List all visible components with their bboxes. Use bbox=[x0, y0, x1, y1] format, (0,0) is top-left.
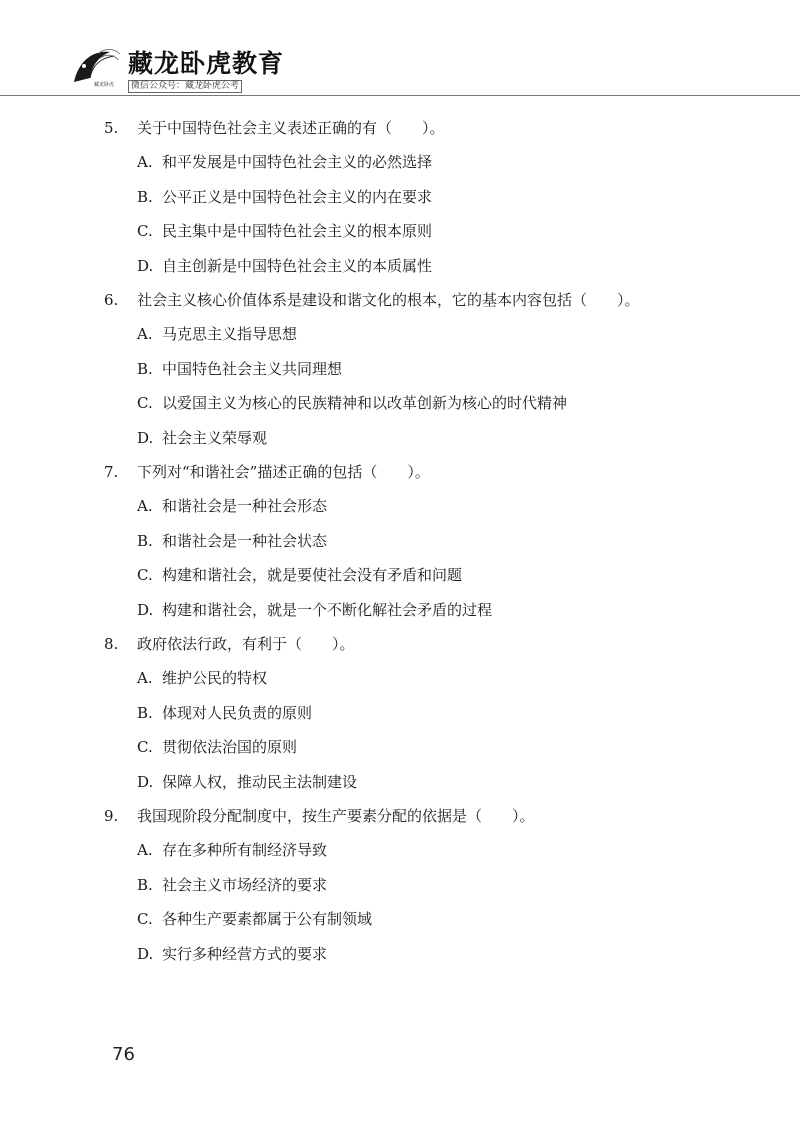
question-number: 5. bbox=[104, 119, 119, 137]
option-text: 和谐社会是一种社会形态 bbox=[162, 497, 328, 515]
option-text: 存在多种所有制经济导致 bbox=[162, 841, 328, 859]
question-number: 6. bbox=[104, 291, 119, 309]
option-text: 马克思主义指导思想 bbox=[162, 325, 298, 343]
option-letter: A. bbox=[137, 497, 153, 515]
page-header bbox=[0, 0, 800, 96]
option-letter: B. bbox=[137, 360, 153, 378]
option-letter: C. bbox=[137, 222, 153, 240]
option-text: 维护公民的特权 bbox=[162, 669, 268, 687]
page-number: 76 bbox=[112, 1044, 135, 1065]
option-text: 各种生产要素都属于公有制领域 bbox=[162, 910, 373, 928]
option-letter: C. bbox=[137, 566, 153, 584]
question-stem: 我国现阶段分配制度中，按生产要素分配的依据是（ ）。 bbox=[137, 807, 535, 825]
option-letter: C. bbox=[137, 394, 153, 412]
option-text: 自主创新是中国特色社会主义的本质属性 bbox=[162, 257, 433, 275]
option-text: 社会主义荣辱观 bbox=[162, 429, 268, 447]
option-letter: C. bbox=[137, 910, 153, 928]
option-letter: D. bbox=[137, 257, 154, 275]
option-text: 社会主义市场经济的要求 bbox=[162, 876, 328, 894]
svg-text:藏龙卧虎: 藏龙卧虎 bbox=[94, 82, 115, 88]
option-letter: B. bbox=[137, 532, 153, 550]
option-letter: D. bbox=[137, 601, 154, 619]
question-stem: 关于中国特色社会主义表述正确的有（ ）。 bbox=[137, 119, 445, 137]
option-letter: B. bbox=[137, 188, 153, 206]
option-text: 和平发展是中国特色社会主义的必然选择 bbox=[162, 153, 433, 171]
option-text: 构建和谐社会，就是一个不断化解社会矛盾的过程 bbox=[162, 601, 493, 619]
brand-subtitle: 微信公众号：藏龙卧虎公考 bbox=[128, 80, 242, 93]
option-text: 贯彻依法治国的原则 bbox=[162, 738, 298, 756]
dragon-tiger-logo-icon bbox=[70, 44, 122, 88]
option-letter: D. bbox=[137, 773, 154, 791]
option-letter: A. bbox=[137, 669, 153, 687]
option-text: 体现对人民负责的原则 bbox=[162, 704, 313, 722]
option-text: 以爱国主义为核心的民族精神和以改革创新为核心的时代精神 bbox=[162, 394, 568, 412]
option-letter: B. bbox=[137, 876, 153, 894]
option-letter: D. bbox=[137, 429, 154, 447]
option-text: 实行多种经营方式的要求 bbox=[162, 945, 328, 963]
option-text: 公平正义是中国特色社会主义的内在要求 bbox=[162, 188, 433, 206]
header-divider bbox=[0, 95, 800, 96]
question-stem: 政府依法行政，有利于（ ）。 bbox=[137, 635, 355, 653]
option-text: 保障人权，推动民主法制建设 bbox=[162, 773, 358, 791]
option-text: 民主集中是中国特色社会主义的根本原则 bbox=[162, 222, 433, 240]
question-number: 7. bbox=[104, 463, 119, 481]
option-letter: C. bbox=[137, 738, 153, 756]
question-stem: 下列对“和谐社会”描述正确的包括（ ）。 bbox=[137, 463, 430, 481]
question-stem: 社会主义核心价值体系是建设和谐文化的根本，它的基本内容包括（ ）。 bbox=[137, 291, 640, 309]
option-letter: A. bbox=[137, 841, 153, 859]
option-letter: B. bbox=[137, 704, 153, 722]
question-number: 9. bbox=[104, 807, 119, 825]
option-text: 和谐社会是一种社会状态 bbox=[162, 532, 328, 550]
option-letter: D. bbox=[137, 945, 154, 963]
option-letter: A. bbox=[137, 325, 153, 343]
option-letter: A. bbox=[137, 153, 153, 171]
option-text: 中国特色社会主义共同理想 bbox=[162, 360, 343, 378]
brand-name: 藏龙卧虎教育 bbox=[128, 49, 285, 78]
question-number: 8. bbox=[104, 635, 119, 653]
option-text: 构建和谐社会，就是要使社会没有矛盾和问题 bbox=[162, 566, 463, 584]
